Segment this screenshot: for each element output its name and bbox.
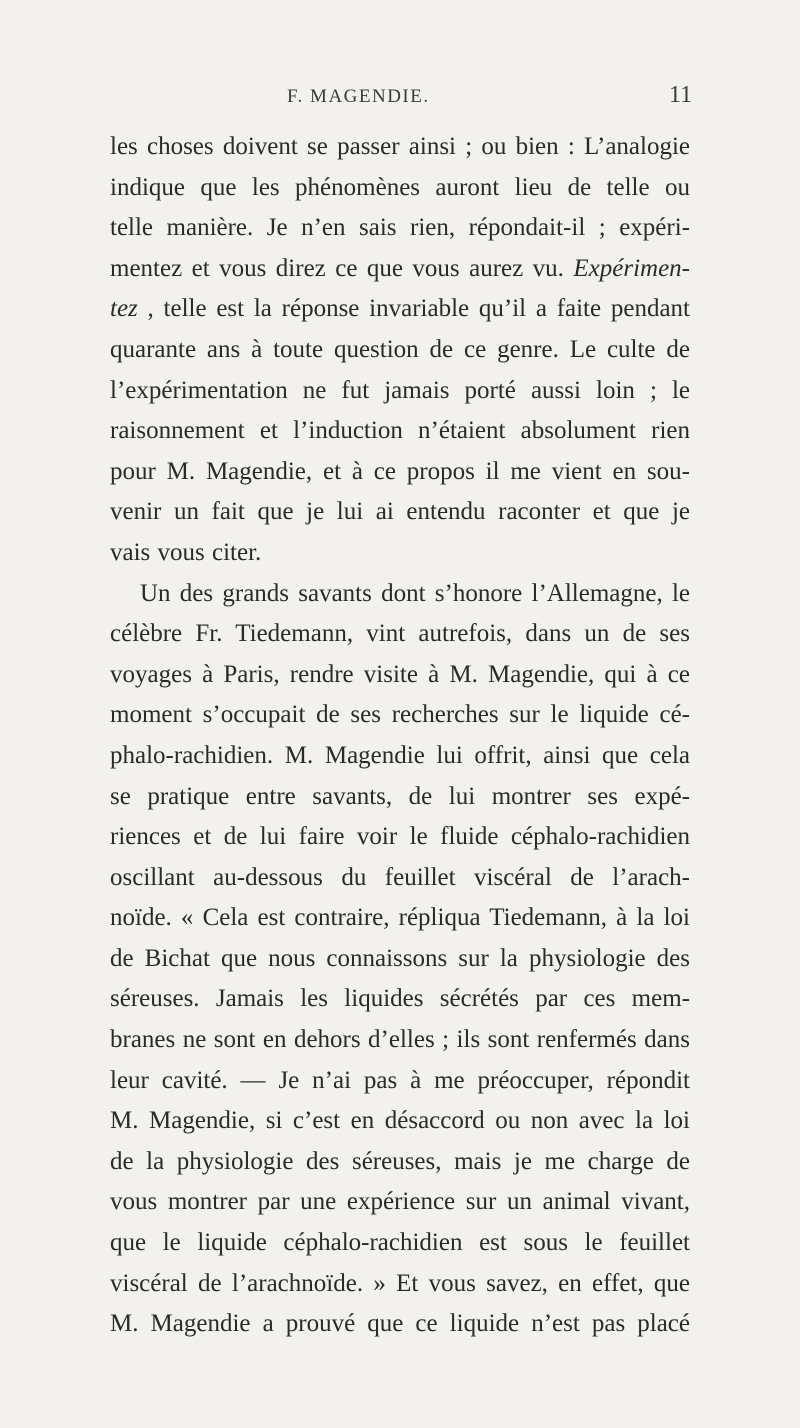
text-line: riences et de lui faire voir le fluide céphalo-rachidien — [110, 823, 690, 851]
body-text — [110, 127, 690, 1345]
text-line: les choses doivent se passer ainsi ; ou bien : L’analogie — [110, 133, 690, 160]
text-line: vais vous citer. — [110, 538, 262, 566]
text-line: séreuses. Jamais les liquides sécrétés par ces mem- — [110, 985, 690, 1013]
text-line: tez , telle est la réponse invariable qu’il a faite pendant — [110, 295, 690, 323]
text-line: indique que les phénomènes auront lieu de telle ou — [110, 173, 690, 201]
running-title: F. MAGENDIE. — [287, 86, 430, 107]
text-line: M. Magendie a prouvé que ce liquide n’est pas placé — [110, 1310, 690, 1338]
italic-word: Expérimen- — [573, 254, 690, 282]
text-line: de la physiologie des séreuses, mais je me charge de — [110, 1147, 690, 1175]
running-head — [0, 82, 800, 116]
text-line: raisonnement et l’induction n’étaient absolument rien — [110, 417, 690, 445]
text-line: pour M. Magendie, et à ce propos il me vient en sou- — [110, 457, 690, 485]
text-line: M. Magendie, si c’est en désaccord ou non avec la loi — [110, 1107, 690, 1135]
text-line: que le liquide céphalo-rachidien est sous le feuillet — [110, 1229, 690, 1257]
text-line: Un des grands savants dont s’honore l’Allemagne, le — [140, 579, 690, 607]
text-line: vous montrer par une expérience sur un animal vivant, — [110, 1188, 690, 1216]
text-line: se pratique entre savants, de lui montrer ses expé- — [110, 782, 690, 810]
text-line — [110, 249, 690, 290]
text-line: oscillant au-dessous du feuillet viscéral de l’arach- — [110, 863, 690, 891]
text-line: de Bichat que nous connaissons sur la physiologie des — [110, 944, 690, 972]
text-line: célèbre Fr. Tiedemann, vint autrefois, dans un de ses — [110, 620, 690, 648]
text-line: leur cavité. — Je n’ai pas à me préoccuper, répondit — [110, 1066, 690, 1094]
text-line: l’expérimentation ne fut jamais porté aussi loin ; le — [110, 376, 690, 404]
text-line: telle manière. Je n’en sais rien, répondait-il ; expéri- — [110, 214, 690, 242]
text-line: phalo-rachidien. M. Magendie lui offrit, ainsi que cela — [110, 741, 690, 769]
page-number: 11 — [669, 82, 693, 108]
italic-word: tez — [110, 295, 138, 323]
text-line: venir un fait que je lui ai entendu raconter et que je — [110, 498, 690, 526]
text-line: moment s’occupait de ses recherches sur le liquide cé- — [110, 701, 690, 729]
text-line: viscéral de l’arachnoïde. » Et vous savez, en effet, que — [110, 1269, 690, 1297]
text-line: noïde. « Cela est contraire, répliqua Tiedemann, à la loi — [110, 904, 690, 932]
text-line: quarante ans à toute question de ce genre. Le culte de — [110, 335, 690, 363]
text-line-roman: mentez et vous direz ce que vous aurez vu. — [110, 254, 564, 282]
text-line: voyages à Paris, rendre visite à M. Magendie, qui à ce — [110, 660, 690, 688]
text-line: branes ne sont en dehors d’elles ; ils sont renfermés dans — [110, 1026, 690, 1054]
